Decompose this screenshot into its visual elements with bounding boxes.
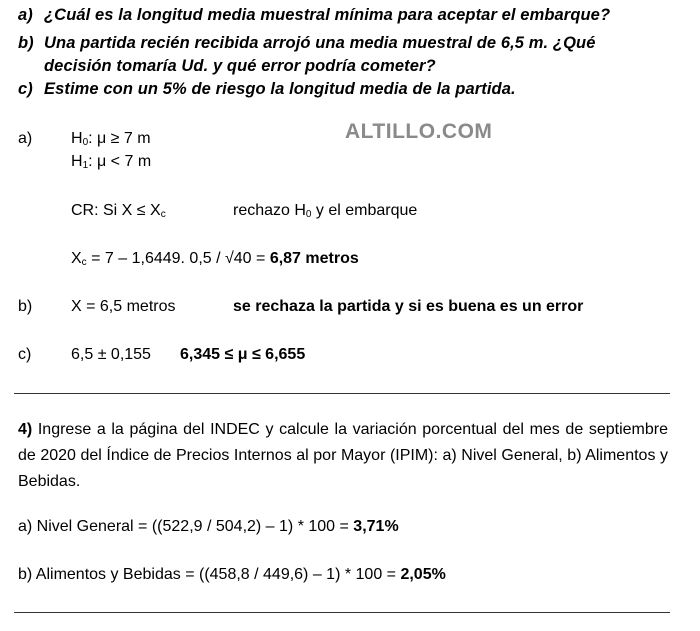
question-text: decisión tomaría Ud. y qué error podría cometer? xyxy=(44,57,436,75)
answer-c-result: 6,345 ≤ μ ≤ 6,655 xyxy=(180,346,306,363)
hypothesis-null xyxy=(71,130,151,148)
cr-subscript: c xyxy=(160,209,166,220)
cr-action-subscript: 0 xyxy=(305,209,312,220)
question-label: c) xyxy=(18,80,33,98)
answer-b-conclusion: se rechaza la partida y si es buena es un error xyxy=(233,298,584,315)
section-divider xyxy=(14,393,670,394)
question-a xyxy=(18,6,610,25)
cr-action-rest: y el embarque xyxy=(311,202,418,219)
answer-b-value: X = 6,5 metros xyxy=(71,298,176,315)
h0-subscript: 0 xyxy=(82,137,89,148)
question-4-answer-b xyxy=(18,566,446,584)
critical-value-formula xyxy=(71,250,359,268)
cr-text: CR: Si X ≤ X xyxy=(71,202,161,219)
question-4-number: 4) xyxy=(18,421,33,438)
xc-result: 6,87 metros xyxy=(269,250,359,267)
answer-4b-formula: b) Alimentos y Bebidas = ((458,8 / 449,6) – 1) * 100 = xyxy=(18,566,401,583)
question-4-text: Ingrese a la página del INDEC y calcule la variación porcentual del mes de septiembre de 2020 del Índice de Precios Internos al por Mayor (IPIM): a) Nivel General, b) Alimentos y Bebidas. xyxy=(18,421,668,490)
question-4-answer-a xyxy=(18,518,399,536)
question-label: b) xyxy=(18,34,34,52)
answer-c-label: c) xyxy=(18,346,32,363)
question-b-continuation xyxy=(18,57,436,76)
h1-subscript: 1 xyxy=(82,160,89,171)
hypothesis-alt xyxy=(71,153,151,171)
xc-subscript: c xyxy=(81,257,87,268)
h1-symbol: H xyxy=(71,153,83,170)
critical-region-action xyxy=(233,202,417,220)
question-text: ¿Cuál es la longitud media muestral mínima para aceptar el embarque? xyxy=(44,6,611,24)
answer-4a-result: 3,71% xyxy=(353,518,399,535)
answer-c-interval: 6,5 ± 0,155 xyxy=(71,346,151,363)
answer-a-label: a) xyxy=(18,130,33,147)
h0-symbol: H xyxy=(71,130,83,147)
critical-region-rule xyxy=(71,202,166,220)
question-c xyxy=(18,80,516,99)
xc-symbol: X xyxy=(71,250,82,267)
answer-b-label: b) xyxy=(18,298,33,315)
answer-4a-formula: a) Nivel General = ((522,9 / 504,2) – 1) * 100 = xyxy=(18,518,354,535)
cr-action-text: rechazo H xyxy=(233,202,306,219)
xc-formula: = 7 – 1,6449. 0,5 / √40 = xyxy=(86,250,270,267)
question-label: a) xyxy=(18,6,33,24)
bottom-divider xyxy=(14,612,670,613)
question-text: Estime con un 5% de riesgo la longitud media de la partida. xyxy=(44,80,516,98)
h1-text: : μ < 7 m xyxy=(88,153,152,170)
watermark: ALTILLO.COM xyxy=(345,120,493,143)
question-text: Una partida recién recibida arrojó una media muestral de 6,5 m. ¿Qué xyxy=(44,34,596,52)
answer-4b-result: 2,05% xyxy=(400,566,446,583)
question-b xyxy=(18,34,595,53)
h0-text: : μ ≥ 7 m xyxy=(88,130,151,147)
question-4-paragraph xyxy=(18,417,668,495)
